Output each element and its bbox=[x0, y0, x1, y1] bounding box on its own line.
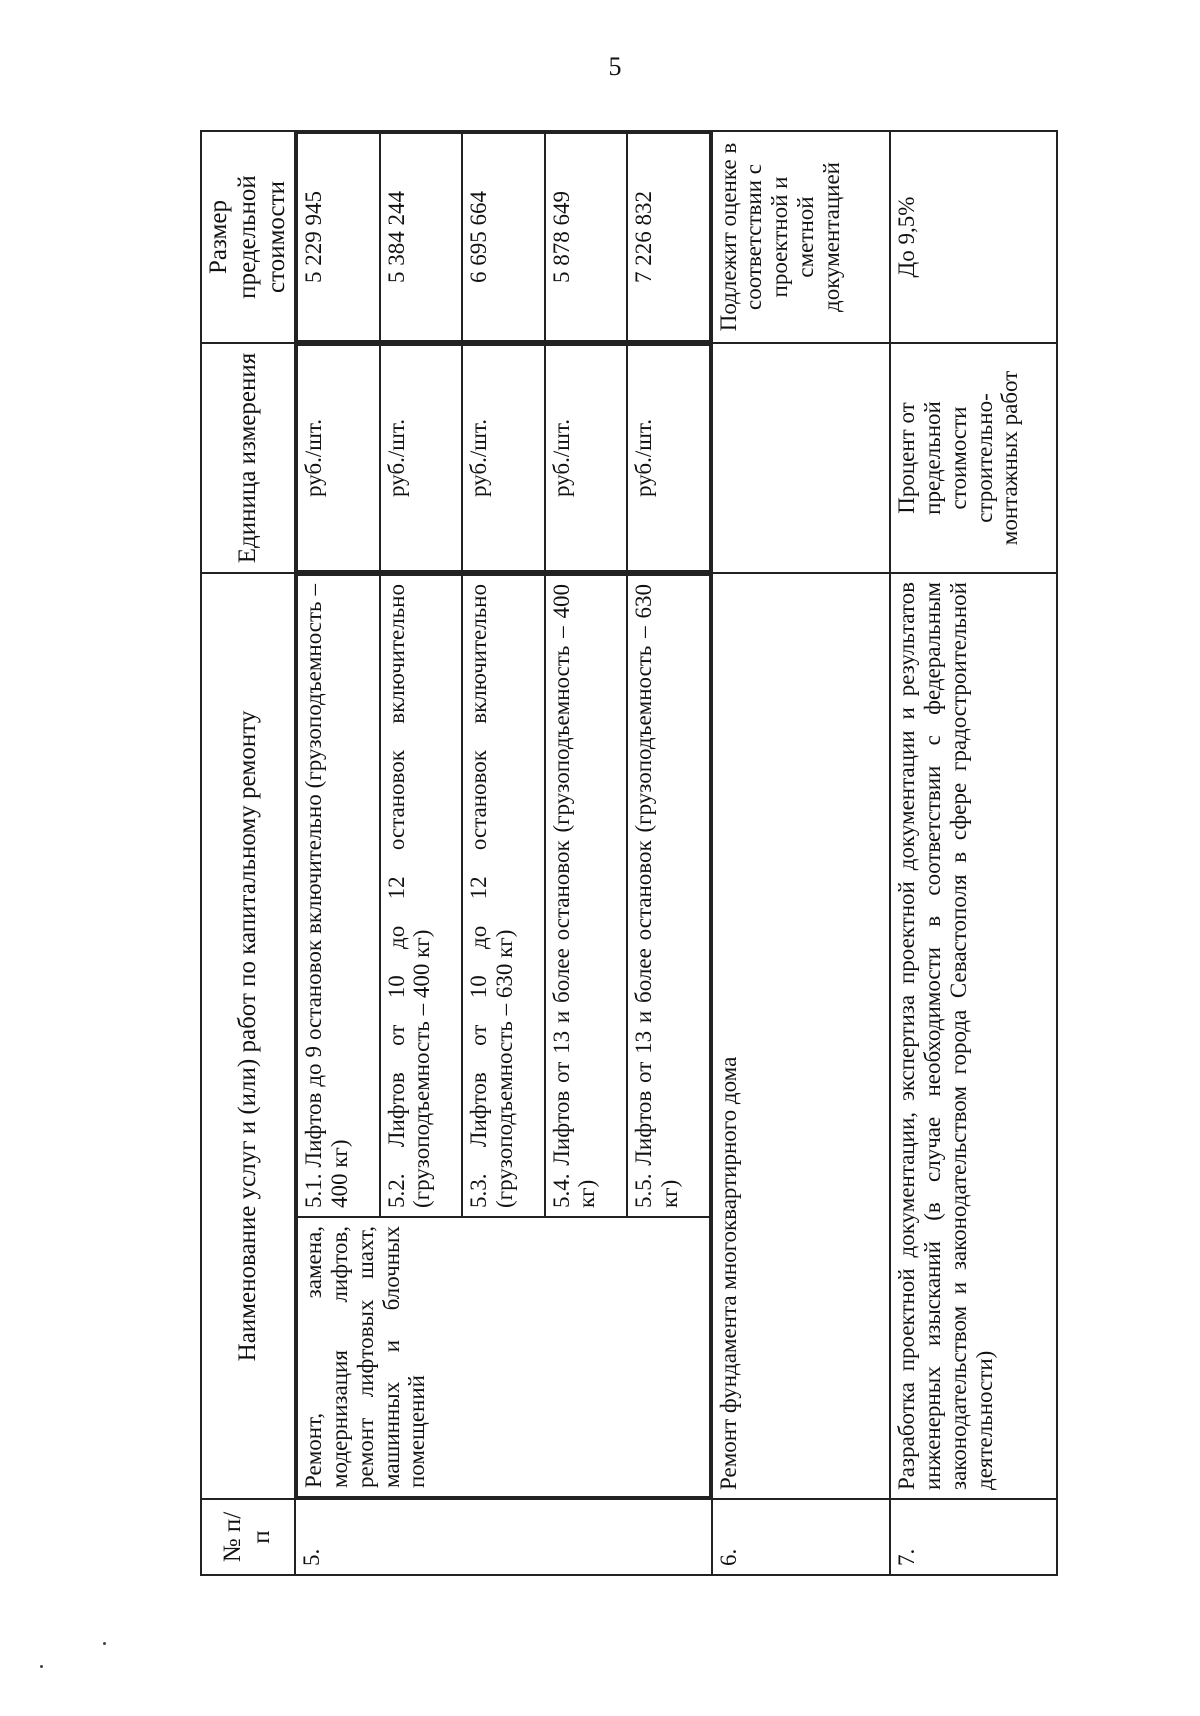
row5-subtable bbox=[296, 574, 710, 1498]
table-row-7 bbox=[890, 131, 1057, 1575]
row5-cost-1: 5 229 945 bbox=[297, 133, 379, 341]
page-number: 5 bbox=[608, 52, 622, 81]
scan-speck bbox=[40, 1665, 43, 1668]
row7-num: 7. bbox=[890, 1499, 1057, 1575]
table-row-5 bbox=[295, 131, 711, 1575]
row5-unit-3: руб./шт. bbox=[462, 345, 544, 571]
row5-cost-cell bbox=[295, 131, 711, 343]
row5-cost-5: 7 226 832 bbox=[627, 133, 710, 341]
header-cost: Размер предельной стоимости bbox=[201, 131, 295, 343]
row5-unit-subtable bbox=[296, 344, 710, 572]
header-unit: Единица измерения bbox=[201, 343, 295, 573]
row5-item-5: 5.5. Лифтов от 13 и более остановок (грузоподъемность – 630 кг) bbox=[627, 575, 710, 1217]
table-header-row bbox=[201, 131, 295, 1575]
row6-unit bbox=[712, 343, 891, 573]
row5-num: 5. bbox=[295, 1499, 711, 1575]
row5-cost-3: 6 695 664 bbox=[462, 133, 544, 341]
row5-item-3: 5.3. Лифтов от 10 до 12 остановок включительно (грузоподъемность – 630 кг) bbox=[462, 575, 544, 1217]
row6-cost: Подлежит оценке в соответствии с проектной и сметной документацией bbox=[712, 131, 891, 343]
header-name: Наименование услуг и (или) работ по капитальному ремонту bbox=[201, 573, 295, 1499]
row5-item-4: 5.4. Лифтов от 13 и более остановок (грузоподъемность – 400 кг) bbox=[545, 575, 627, 1217]
row5-title: Ремонт, замена, модернизация лифтов, ремонт лифтовых шахт, машинных и блочных помещений bbox=[297, 1217, 709, 1497]
row5-item-2: 5.2. Лифтов от 10 до 12 остановок включительно (грузоподъемность – 400 кг) bbox=[380, 575, 462, 1217]
row7-name: Разработка проектной документации, экспертиза проектной документации и результатов инженерных изысканий (в случае необходимости в соответствии с федеральным законодательством и законодательством города Севастополя в сфере градостроительной деятельности) bbox=[890, 573, 1057, 1499]
header-num: № п/п bbox=[201, 1499, 295, 1575]
row6-name: Ремонт фундамента многоквартирного дома bbox=[712, 573, 891, 1499]
scan-speck bbox=[103, 1642, 106, 1645]
row5-name-cell bbox=[295, 573, 711, 1499]
row5-unit-5: руб./шт. bbox=[627, 345, 710, 571]
rotated-table-stage bbox=[200, 132, 1058, 1576]
row5-unit-2: руб./шт. bbox=[380, 345, 462, 571]
row5-unit-1: руб./шт. bbox=[297, 345, 379, 571]
row5-unit-4: руб./шт. bbox=[545, 345, 627, 571]
row6-num: 6. bbox=[712, 1499, 891, 1575]
row5-unit-cell bbox=[295, 343, 711, 573]
row5-item-1: 5.1. Лифтов до 9 остановок включительно (грузоподъемность – 400 кг) bbox=[297, 575, 379, 1217]
row7-unit: Процент от предельной стоимости строительно-монтажных работ bbox=[890, 343, 1057, 573]
capital-repair-cost-table bbox=[200, 130, 1058, 1576]
row5-cost-4: 5 878 649 bbox=[545, 133, 627, 341]
table-row-6 bbox=[712, 131, 891, 1575]
row5-cost-2: 5 384 244 bbox=[380, 133, 462, 341]
row7-cost: До 9,5% bbox=[890, 131, 1057, 343]
row5-cost-subtable bbox=[296, 132, 710, 342]
